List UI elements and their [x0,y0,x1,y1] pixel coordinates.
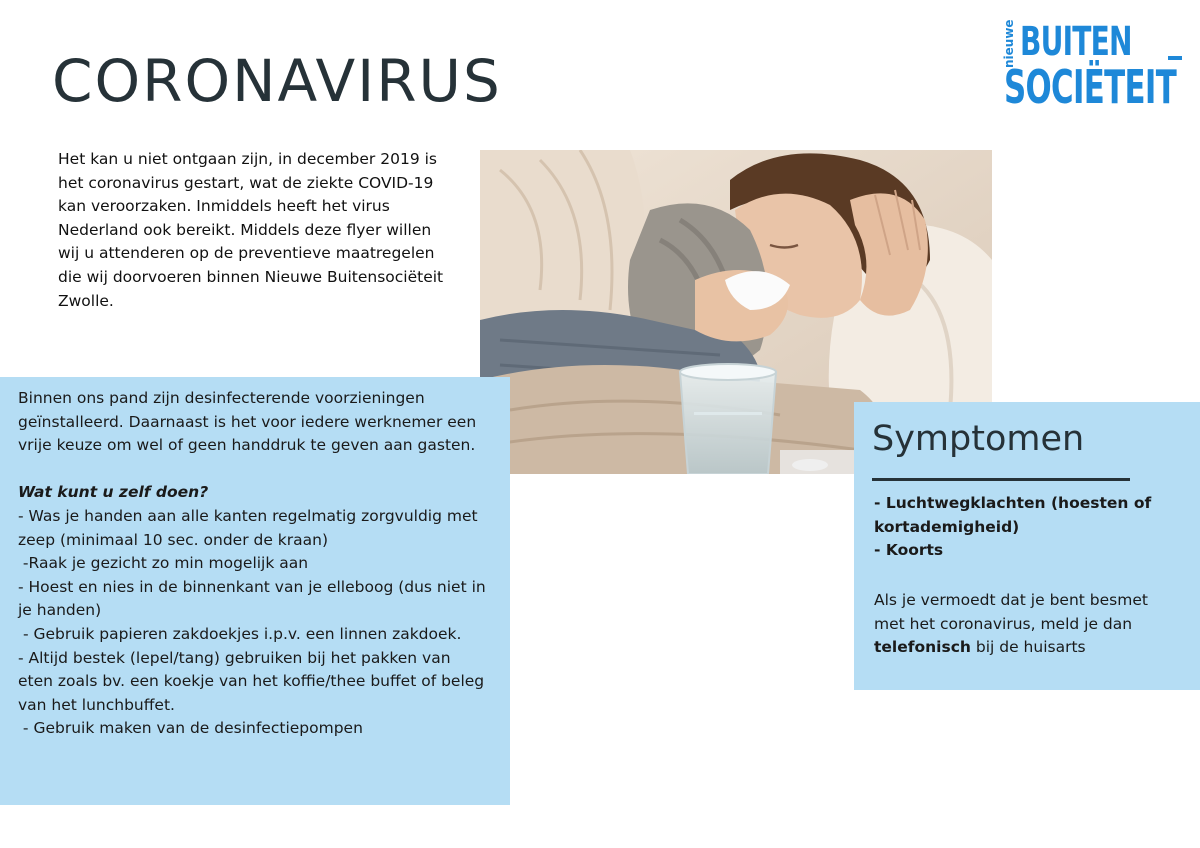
tip-item: - Gebruik papieren zakdoekjes i.p.v. een linnen zakdoek. [18,624,462,643]
advice-emphasis: telefonisch [874,638,971,657]
advice-text: Als je vermoedt dat je bent besmet met het coronavirus, meld je dan [874,591,1148,633]
measures-paragraph: Binnen ons pand zijn desinfecterende voorzieningen geïnstalleerd. Daarnaast is het voor iedere werknemer een vrije keuze om wel of geen handdruk te geven aan gasten. [18,389,477,455]
brand-logo [1002,19,1184,114]
tip-item: -Raak je gezicht zo min mogelijk aan [18,554,309,573]
logo-small-text: nieuwe [1002,19,1016,68]
symptoms-list [874,492,1174,563]
measures-question: Wat kunt u zelf doen? [18,483,209,502]
advice-text-end: bij de huisarts [970,638,1086,657]
intro-text: Het kan u niet ontgaan zijn, in december 2019 is het coronavirus gestart, wat de ziekte COVID-19 kan veroorzaken. Inmiddels heeft het virus Nederland ook bereikt. Middels deze flyer willen wij u attenderen op de preventieve maatregelen die wij doorvoeren binnen Nieuwe Buitensociëteit Zwolle. [58,150,444,310]
logo-line-2: SOCIËTEIT [1004,60,1177,114]
symptom-item: - Luchtwegklachten (hoesten of kortademigheid) [874,494,1152,536]
symptoms-panel [854,402,1200,690]
tip-item: - Was je handen aan alle kanten regelmatig zorgvuldig met zeep (minimaal 10 sec. onder de kraan) [18,506,478,549]
tip-item: - Altijd bestek (lepel/tang) gebruiken bij het pakken van eten zoals bv. een koekje van het koffie/thee buffet of beleg van het lunchbuffet. [18,648,485,714]
tip-item: - Gebruik maken van de desinfectiepompen [18,719,363,738]
symptom-item: - Koorts [874,541,944,560]
measures-panel [0,377,510,805]
page-title: CORONAVIRUS [52,47,502,115]
tip-item: - Hoest en nies in de binnenkant van je elleboog (dus niet in je handen) [18,577,486,620]
symptoms-heading: Symptomen [872,419,1085,459]
heading-divider [872,478,1130,481]
symptoms-advice [874,589,1174,660]
logo-line-1: BUITEN [1020,19,1132,65]
